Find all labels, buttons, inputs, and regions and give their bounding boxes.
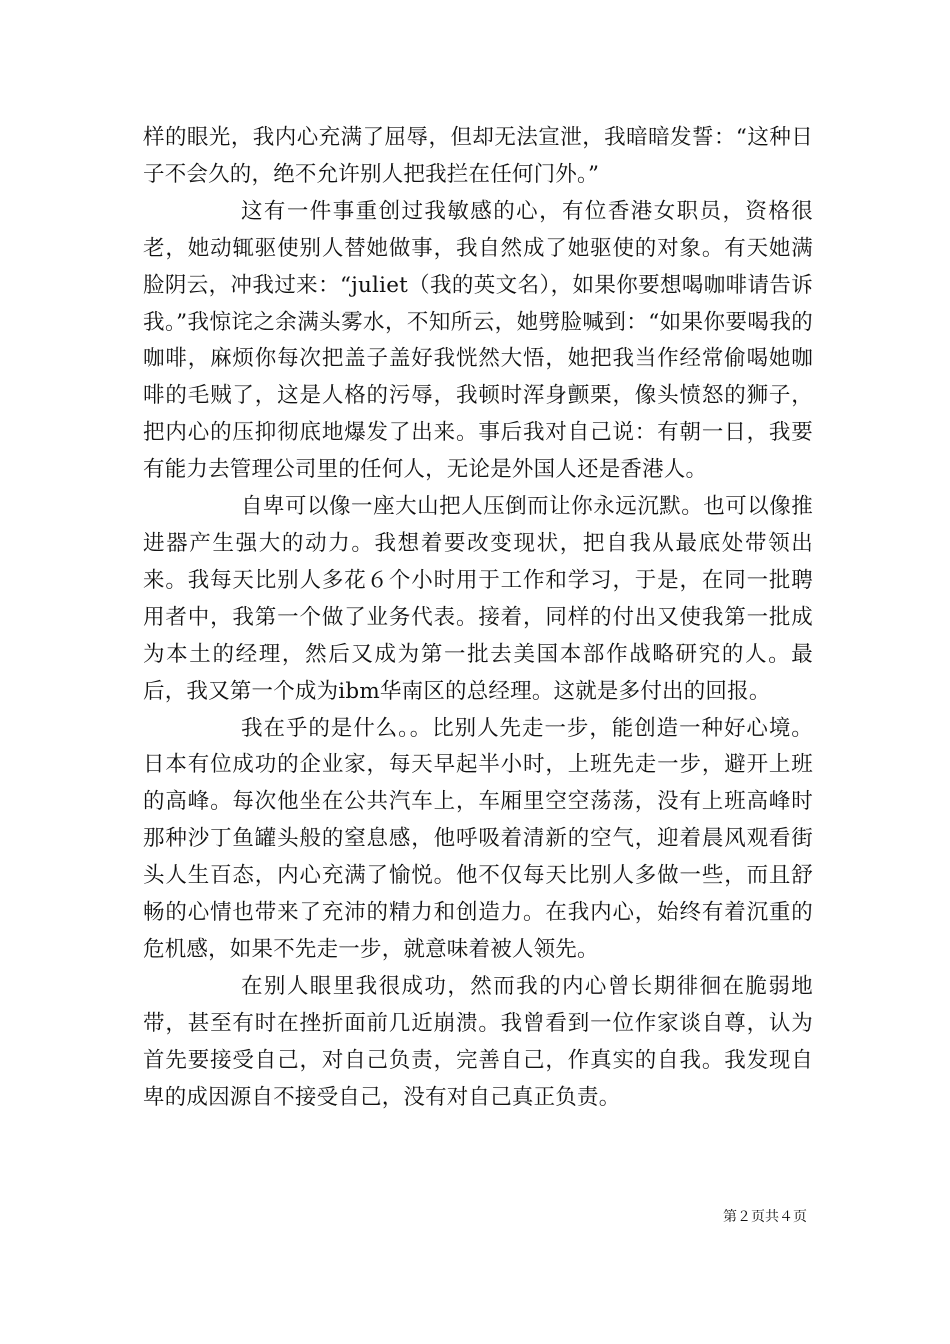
paragraph-continuation: 样的眼光，我内心充满了屈辱，但却无法宣泄，我暗暗发誓：“这种日子不会久的，绝不允许别人把我拦在任何门外。” xyxy=(143,125,813,187)
paragraph-inferiority-motivation: 自卑可以像一座大山把人压倒而让你永远沉默。也可以像推进器产生强大的动力。我想着要改变现状，把自我从最底处带领出来。我每天比别人多花６个小时用于工作和学习，于是，在同一批聘用者中，我第一个做了业务代表。接着，同样的付出又使我第一批成为本土的经理，然后又成为第一批去美国本部作战略研究的人。最后，我又第一个成为ibm华南区的总经理。这就是多付出的回报。 xyxy=(143,494,813,704)
paragraph-self-acceptance: 在别人眼里我很成功，然而我的内心曾长期徘徊在脆弱地带，甚至有时在挫折面前几近崩溃。我曾看到一位作家谈自尊，认为首先要接受自己，对自己负责，完善自己，作真实的自我。我发现自卑的成因源自不接受自己，没有对自己真正负责。 xyxy=(143,973,813,1110)
paragraph-coffee-incident: 这有一件事重创过我敏感的心，有位香港女职员，资格很老，她动辄驱使别人替她做事，我自然成了她驱使的对象。有天她满脸阴云，冲我过来：“juliet（我的英文名），如果你要想喝咖啡请告诉我。”我惊诧之余满头雾水，不知所云，她劈脸喊到：“如果你要喝我的咖啡，麻烦你每次把盖子盖好我恍然大悟，她把我当作经常偷喝她咖啡的毛贼了，这是人格的污辱，我顿时浑身颤栗，像头愤怒的狮子，把内心的压抑彻底地爆发了出来。事后我对自己说：有朝一日，我要有能力去管理公司里的任何人，无论是外国人还是香港人。 xyxy=(143,198,813,483)
paragraph-step-ahead: 我在乎的是什么。。比别人先走一步，能创造一种好心境。日本有位成功的企业家，每天早起半小时，上班先走一步，避开上班的高峰。每次他坐在公共汽车上，车厢里空空荡荡，没有上班高峰时那种沙丁鱼罐头般的窒息感，他呼吸着清新的空气，迎着晨风观看街头人生百态，内心充满了愉悦。他不仅每天比别人多做一些，而且舒畅的心情也带来了充沛的精力和创造力。在我内心，始终有着沉重的危机感，如果不先走一步，就意味着被人领先。 xyxy=(143,715,813,962)
article-body xyxy=(143,120,813,1116)
page-number-footer: 第２页共４页 xyxy=(723,1209,807,1225)
